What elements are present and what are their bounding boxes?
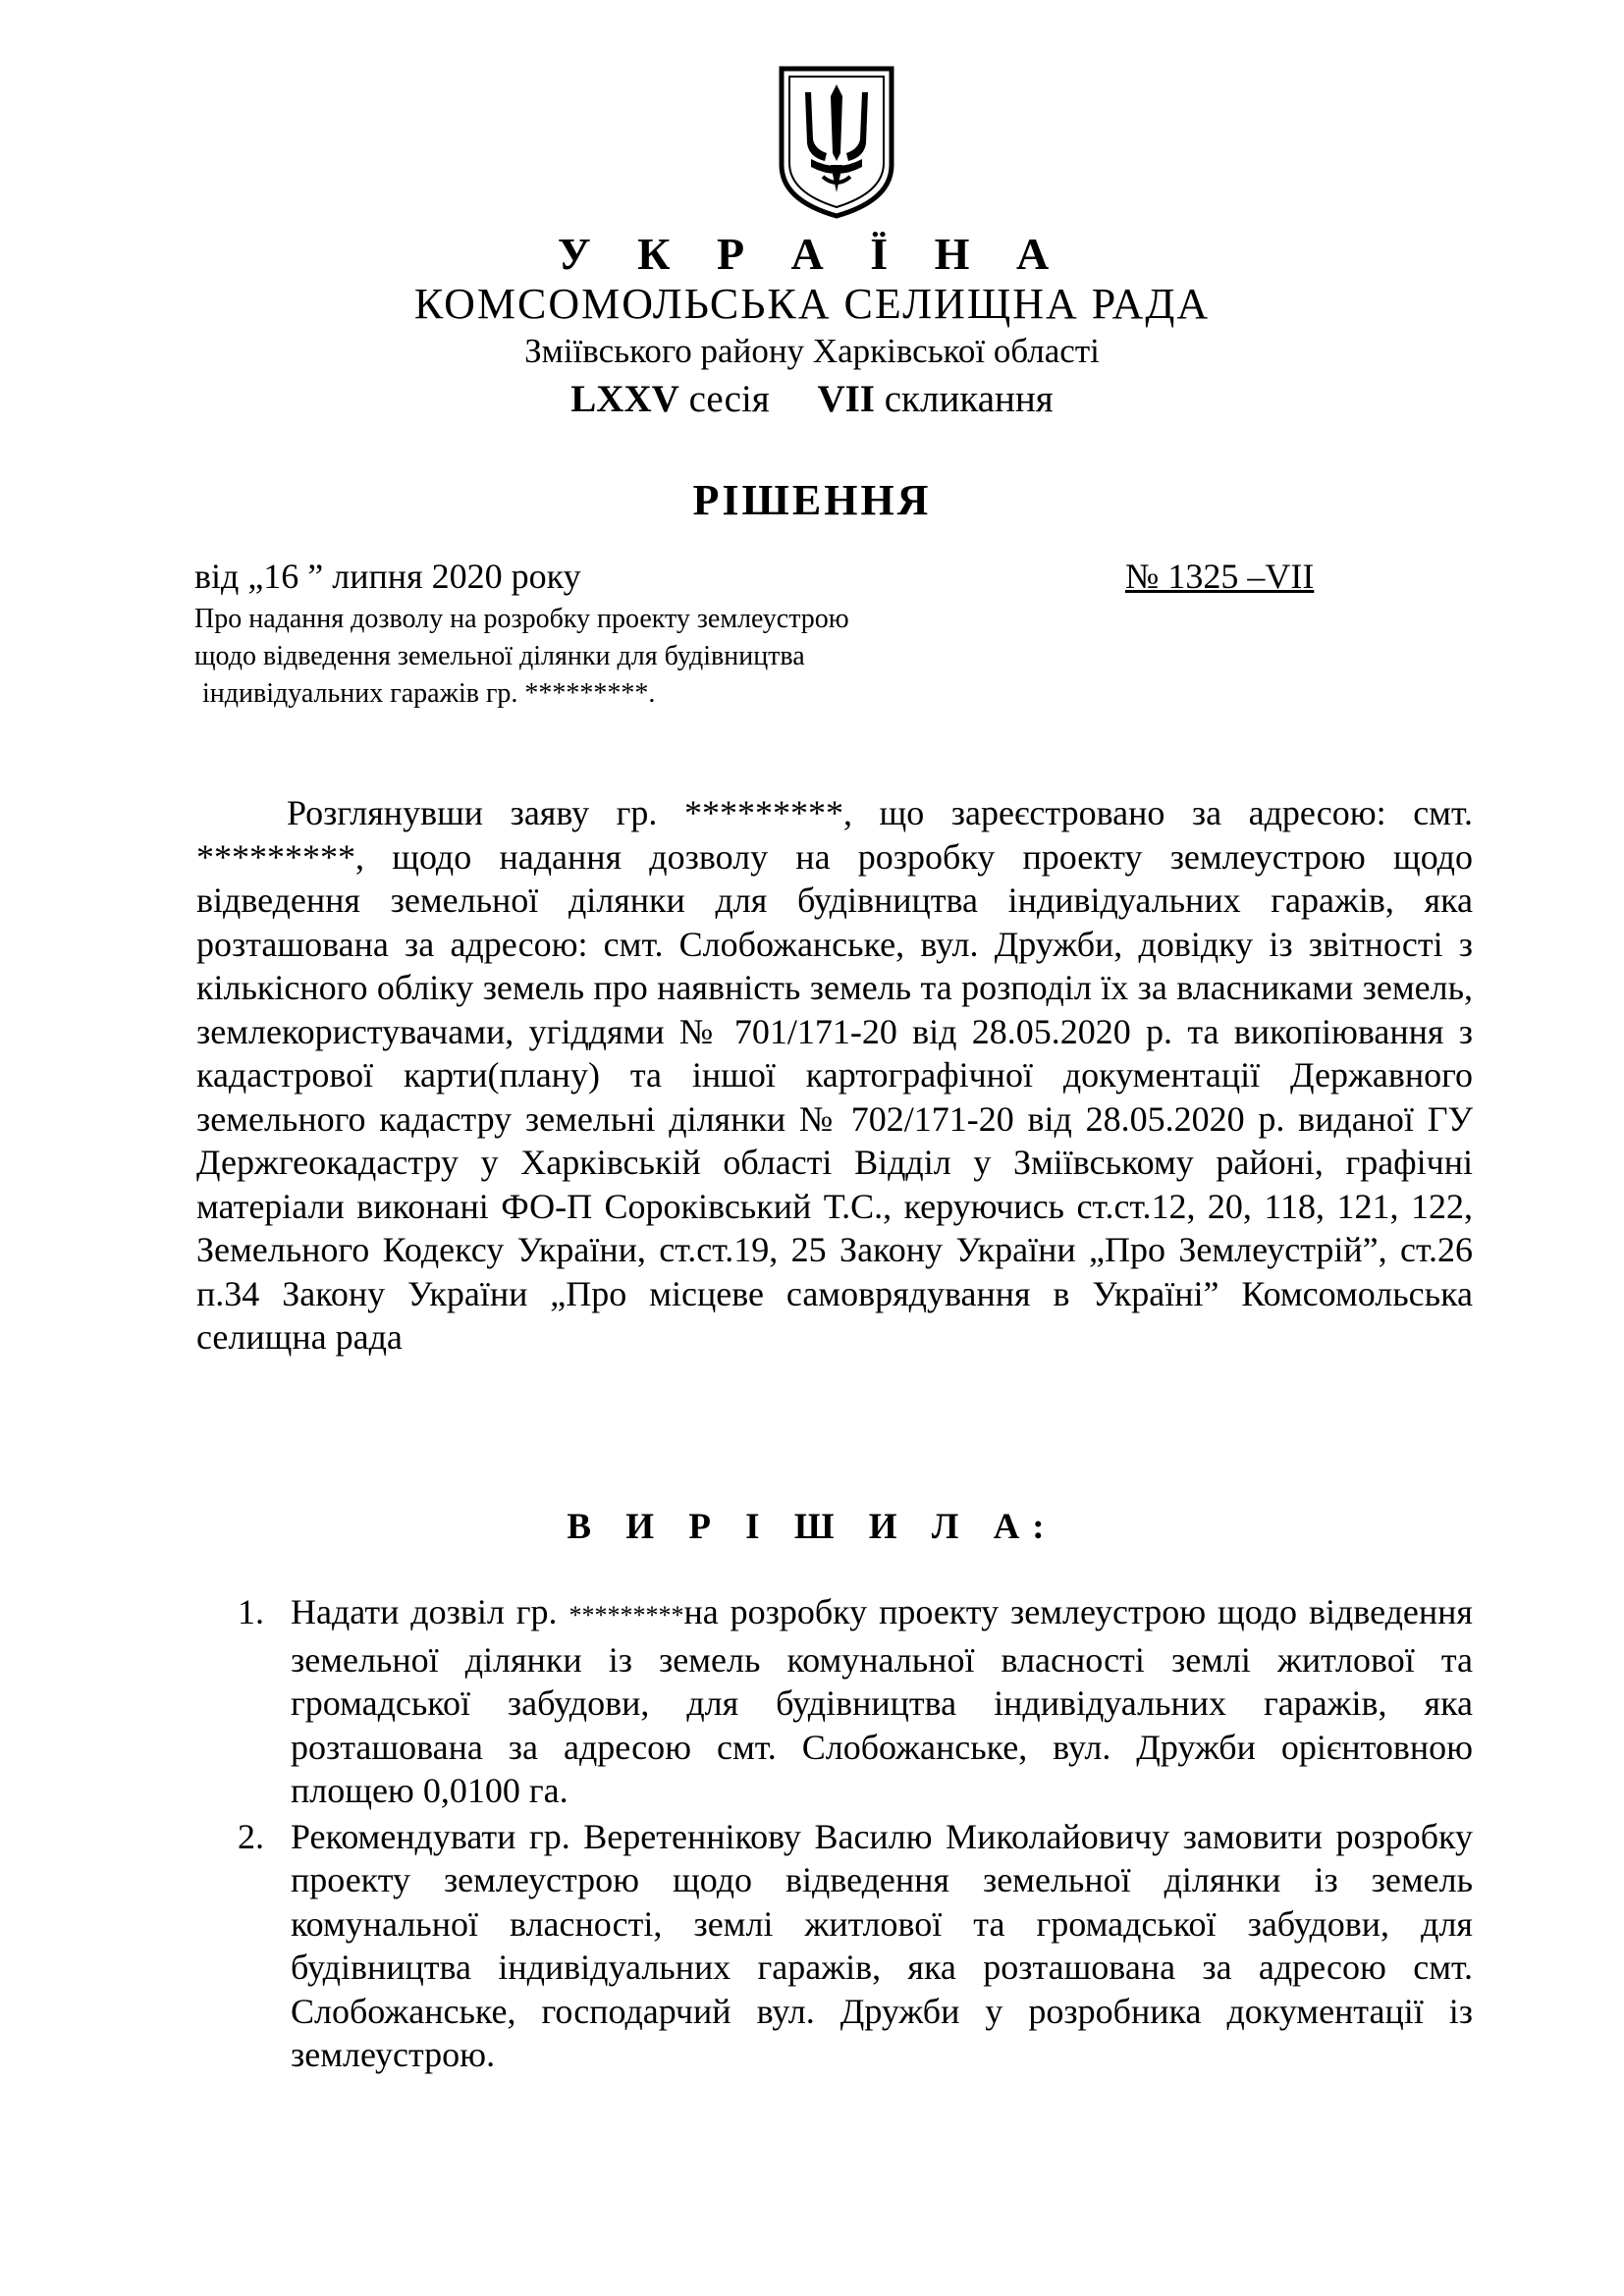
country-heading: У К Р А Ї Н А (557, 229, 1067, 279)
subject-line-1: Про надання дозволу на розробку проекту землеустрою (194, 604, 849, 634)
item-number: 2. (238, 1816, 264, 1856)
decision-number: № 1325 –VII (1125, 557, 1315, 596)
coat-of-arms-icon (772, 63, 901, 220)
redacted-name: ********* (568, 1601, 684, 1629)
list-item (238, 1590, 1473, 1813)
resolution-list (238, 1590, 1473, 2079)
session-roman: LXXV (570, 378, 679, 420)
item-number: 1. (238, 1592, 264, 1631)
preamble-text: Розглянувши заяву гр. *********, що зареєстровано за адресою: смт. *********, щодо надання дозволу на розробку проекту землеустрою щодо відведення земельної ділянки для будівництва індивідуальних гаражів, яка розташована за адресою: смт. Слобожанське, вул. Дружби, довідку із звітності з кількісного обліку земель про наявність земель та розподіл їх за власниками земель, землекористувачами, угіддями № 701/171-20 від 28.05.2020 р. та викопіювання з кадастрової карти(плану) та іншої картографічної документації Державного земельного кадастру земельні ділянки № 702/171-20 від 28.05.2020 р. виданої ГУ Держгеокадастру у Харківській області Відділ у Зміївському районі, графічні матеріали виконані ФО-П Сороківський Т.С., керуючись ст.ст.12, 20, 118, 121, 122, Земельного Кодексу України, ст.ст.19, 25 Закону України „Про Землеустрій”, ст.26 п.34 Закону України „Про місцеве самоврядування в Україні” Комсомольська селищна рада (196, 793, 1473, 1357)
region-line: Зміївського району Харківської області (524, 332, 1100, 370)
convocation-roman: VII (817, 378, 875, 420)
item-text: Рекомендувати гр. Веретеннікову Василю Миколайовичу замовити розробку проекту землеустрою щодо відведення земельної ділянки із земель комунальної власності, землі житлової та громадської забудови, для будівництва індивідуальних гаражів, яка розташована за адресою смт. Слобожанське, господарчий вул. Дружби у розробника документації із землеустрою. (291, 1816, 1473, 2074)
decision-date: від „16 ” липня 2020 року (194, 557, 581, 596)
session-word: сесія (688, 378, 770, 420)
resolved-heading: В И Р І Ш И Л А: (567, 1507, 1057, 1547)
session-line (0, 377, 1624, 421)
list-item (238, 1815, 1473, 2077)
convocation-word: скликання (884, 378, 1054, 420)
subject-line-2: щодо відведення земельної ділянки для будівництва (194, 641, 805, 671)
council-name: КОМСОМОЛЬСЬКА СЕЛИЩНА РАДА (413, 280, 1211, 328)
item-text-end: на розробку проекту землеустрою щодо відведення земельної ділянки із земель комунальної власності землі житлової та громадської забудови, для будівництва індивідуальних гаражів, яка розташована за адресою смт. Слобожанське, вул. Дружби орієнтовною площею 0,0100 га. (291, 1592, 1473, 1810)
item-text-start: Надати дозвіл гр. (291, 1592, 569, 1631)
decision-subject (194, 601, 941, 713)
subject-line-3: індивідуальних гаражів гр. *********. (202, 678, 656, 709)
preamble-paragraph (196, 791, 1473, 1360)
document-type-title: РІШЕННЯ (692, 476, 932, 524)
